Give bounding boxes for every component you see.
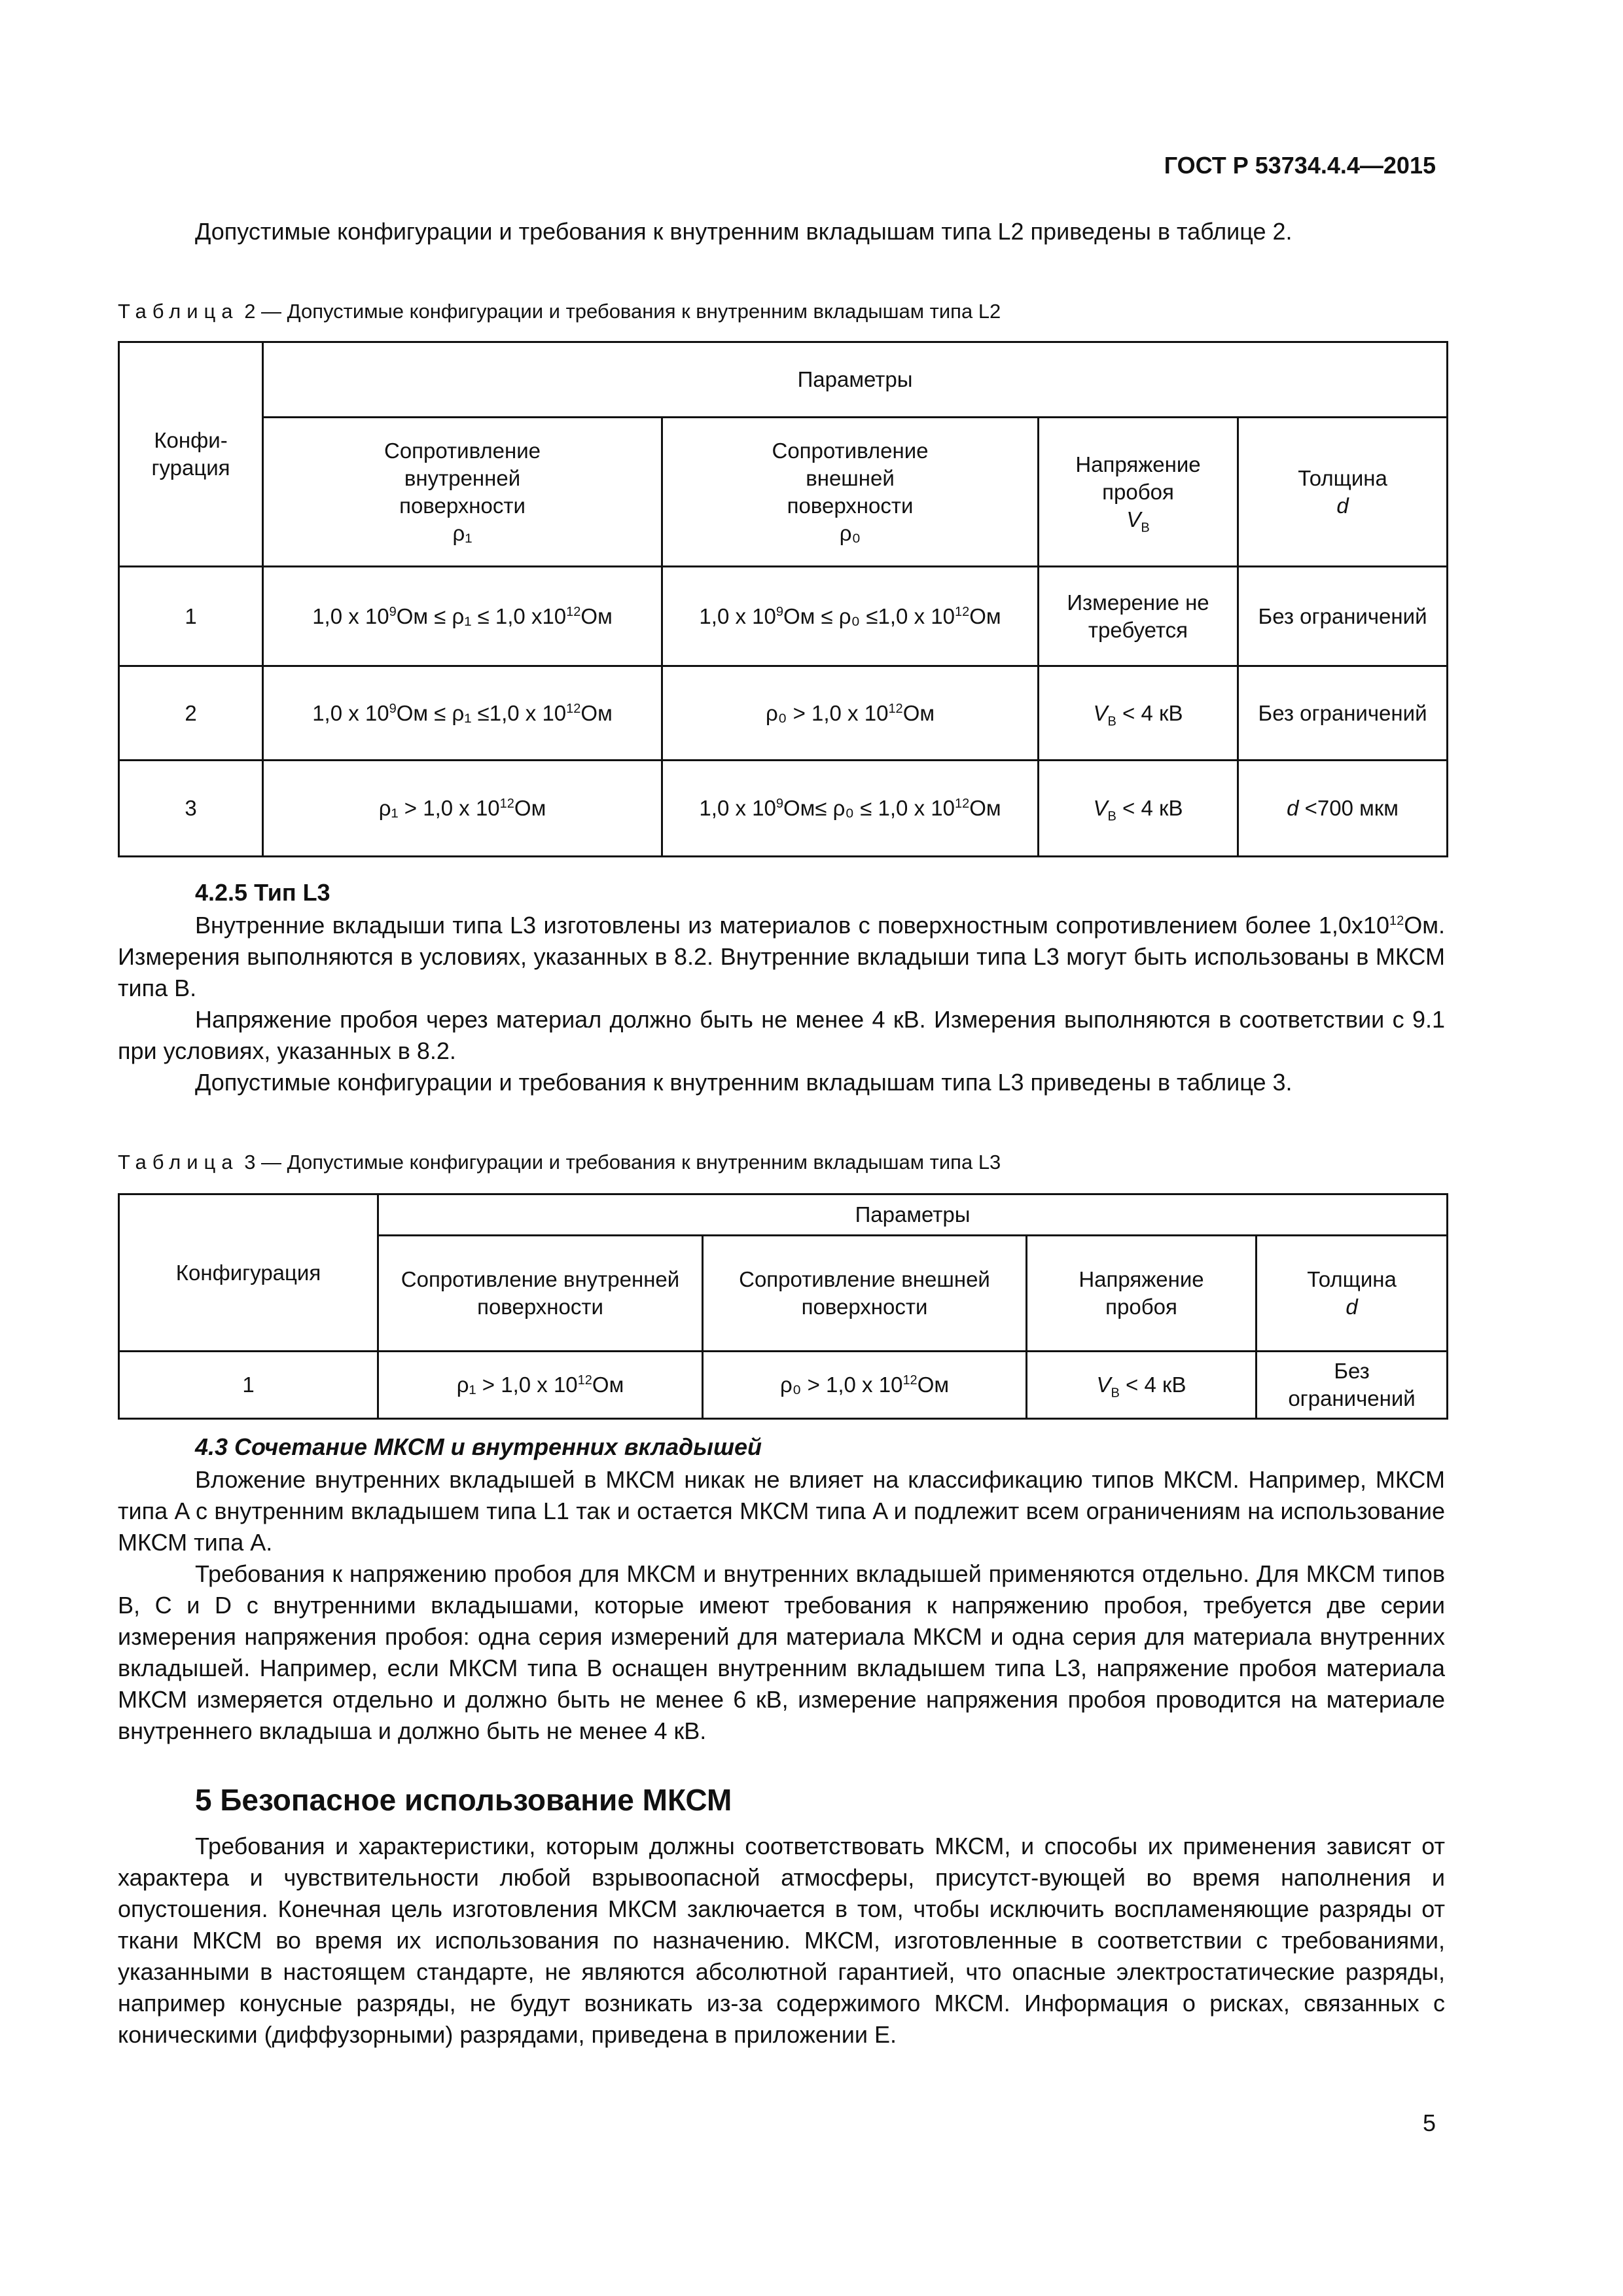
table2-col-thickness-label: Толщина bbox=[1298, 465, 1387, 490]
table2-r1-inner: 1,0 x $10^9Ом \le \rho_1 \le 1,0$ $x10^{12}Ом$ bbox=[263, 567, 662, 666]
table2-r1-thickness: Без ограничений bbox=[1238, 567, 1448, 666]
table-3 bbox=[118, 1193, 1448, 1420]
table3-col-thickness-symbol: d bbox=[1346, 1295, 1358, 1319]
table3-col-thickness bbox=[1257, 1236, 1448, 1352]
table2-r1-outer: 1,0 x $10^9Ом \le \rho_0 \le 1,0$ x $10^{12}Ом$ bbox=[662, 567, 1039, 666]
section-4-2-5-title: 4.2.5 Тип L3 bbox=[195, 879, 330, 906]
table3-r1-thickness: Без ограничений bbox=[1257, 1352, 1448, 1419]
table2-r1-voltage: Измерение не требуется bbox=[1039, 567, 1238, 666]
table2-col-voltage-symbol: V bbox=[1126, 507, 1141, 531]
table3-config-header: Конфигурация bbox=[119, 1194, 378, 1352]
table2-r3-voltage: $V_B < 4$ кВ bbox=[1039, 761, 1238, 857]
section-4-3-title: 4.3 Сочетание МКСМ и внутренних вкладышей bbox=[195, 1433, 762, 1460]
paragraph-4-3-2: Требования к напряжению пробоя для МКСМ и внутренних вкладышей применяются отдельно. Для МКСМ типов B, C и D с внутренними вкладышами, которые имеют требования к напряжению пробоя, требуется две серии измерения напряжения пробоя: одна серия измерений для материала МКСМ и одна серия для материала внутренних вкладышей. Например, если МКСМ типа B оснащен внутренним вкладышем типа L3, напряжение пробоя материала МКСМ измеряется отдельно и должно быть не менее 6 кВ, измерение напряжения пробоя проводится на материале внутреннего вкладыша и должно быть не менее 4 кВ. bbox=[118, 1560, 1445, 1744]
paragraph-5-1: Требования и характеристики, которым должны соответствовать МКСМ, и способы их применения зависят от характера и чувствительности любой взрывоопасной атмосферы, присутст-вующей во время наполнения и опустошения. Конечная цель изготовления МКСМ заключается в том, чтобы исключить воспламеняющие разряды от ткани МКСМ во время их использования по назначению. МКСМ, изготовленные в соответствии с требованиями, указанными в настоящем стандарте, не являются абсолютной гарантией, что опасные электростатические разряды, например конусные разряды, не будут возникать из-за содержимого МКСМ. Информация о рисках, связанных с коническими (диффузорными) разрядами, приведена в приложении E. bbox=[118, 1833, 1445, 2048]
document-header: ГОСТ Р 53734.4.4—2015 bbox=[1164, 152, 1436, 179]
table-row bbox=[119, 567, 1448, 666]
table3-caption-text: 3 — Допустимые конфигурации и требования к внутренним вкладышам типа L3 bbox=[244, 1151, 1001, 1174]
table3-col-voltage: Напряжение пробоя bbox=[1027, 1236, 1257, 1352]
table-row bbox=[119, 1352, 1448, 1419]
table2-caption-text: 2 — Допустимые конфигурации и требования к внутренним вкладышам типа L2 bbox=[244, 300, 1001, 323]
table3-col-thickness-label: Толщина bbox=[1307, 1267, 1397, 1291]
table3-col-outer: Сопротивление внешней поверхности bbox=[703, 1236, 1027, 1352]
paragraph-intro-table2: Допустимые конфигурации и требования к внутренним вкладышам типа L2 приведены в таблице 2. bbox=[195, 218, 1293, 245]
table2-caption-word: Таблица bbox=[118, 300, 239, 323]
table2-r2-config: 2 bbox=[119, 666, 263, 761]
table2-config-header: Конфи- гурация bbox=[119, 342, 263, 567]
paragraph-4-2-5-3: Допустимые конфигурации и требования к внутренним вкладышам типа L3 приведены в таблице 3. bbox=[195, 1069, 1293, 1096]
table2-col-outer-symbol: ρ₀ bbox=[839, 520, 861, 545]
table2-col-thickness-symbol: d bbox=[1336, 493, 1349, 518]
table2-r2-thickness: Без ограничений bbox=[1238, 666, 1448, 761]
table2-col-thickness bbox=[1238, 418, 1448, 567]
table2-params-header: Параметры bbox=[263, 342, 1448, 418]
table2-col-inner-symbol: ρ₁ bbox=[452, 520, 473, 545]
table2-r2-voltage: $V_B < 4$ кВ bbox=[1039, 666, 1238, 761]
table2-r3-thickness: d <700 мкм bbox=[1238, 761, 1448, 857]
table-2 bbox=[118, 341, 1448, 857]
table2-col-inner bbox=[263, 418, 662, 567]
table2-col-inner-label: Сопротивление внутренней поверхности bbox=[384, 438, 541, 518]
table2-r2-outer: ρ₀ > 1,0 x $10^{12}Ом$ bbox=[662, 666, 1039, 761]
table3-r1-config: 1 bbox=[119, 1352, 378, 1419]
table2-r1-config: 1 bbox=[119, 567, 263, 666]
table2-col-outer-label: Сопротивление внешней поверхности bbox=[772, 438, 929, 518]
table3-r1-voltage: $V_B < 4$ кВ bbox=[1027, 1352, 1257, 1419]
table-row bbox=[119, 666, 1448, 761]
table2-r3-inner: ρ₁ > 1,0 x $10^{12}Ом$ bbox=[263, 761, 662, 857]
table2-r2-inner: 1,0 x $10^9Ом \le \rho_1 \le 1,0$ x $10^{12}Ом$ bbox=[263, 666, 662, 761]
table2-r3-config: 3 bbox=[119, 761, 263, 857]
section-5-title: 5 Безопасное использование МКСМ bbox=[195, 1783, 732, 1817]
table2-col-voltage bbox=[1039, 418, 1238, 567]
table2-caption bbox=[118, 300, 1001, 323]
paragraph-4-2-5-2: Напряжение пробоя через материал должно быть не менее 4 кВ. Измерения выполняются в соответствии с 9.1 при условиях, указанных в 8.2. bbox=[118, 1006, 1445, 1064]
table2-r3-outer: 1,0 x $10^9Ом\le \rho_0 \le 1,0$ x $10^{12}Ом$ bbox=[662, 761, 1039, 857]
table2-col-voltage-label: Напряжение пробоя bbox=[1075, 452, 1201, 504]
table3-caption-word: Таблица bbox=[118, 1151, 239, 1174]
table2-col-outer bbox=[662, 418, 1039, 567]
table-row bbox=[119, 761, 1448, 857]
table3-r1-inner: ρ₁ > 1,0 x $10^{12}Ом$ bbox=[378, 1352, 703, 1419]
table2-col-voltage-subscript: B bbox=[1141, 520, 1150, 535]
page-number: 5 bbox=[1422, 2109, 1436, 2136]
paragraph-4-2-5-1: Внутренние вкладыши типа L3 изготовлены из материалов с поверхностным сопротивлением более $1,0x10^{12}Ом$. Измерения выполняются в условиях, указанных в 8.2. Внутренние вкладыши типа L3 могут быть использованы в МКСМ типа B. bbox=[118, 912, 1445, 1001]
table3-params-header: Параметры bbox=[378, 1194, 1448, 1236]
table3-caption bbox=[118, 1151, 1001, 1174]
table3-col-inner: Сопротивление внутренней поверхности bbox=[378, 1236, 703, 1352]
table3-r1-outer: ρ₀ > 1,0 x $10^{12}Ом$ bbox=[703, 1352, 1027, 1419]
paragraph-4-3-1: Вложение внутренних вкладышей в МКСМ никак не влияет на классификацию типов МКСМ. Например, МКСМ типа A с внутренним вкладышем типа L1 так и остается МКСМ типа A и подлежит всем ограничениям на использование МКСМ типа A. bbox=[118, 1466, 1445, 1556]
